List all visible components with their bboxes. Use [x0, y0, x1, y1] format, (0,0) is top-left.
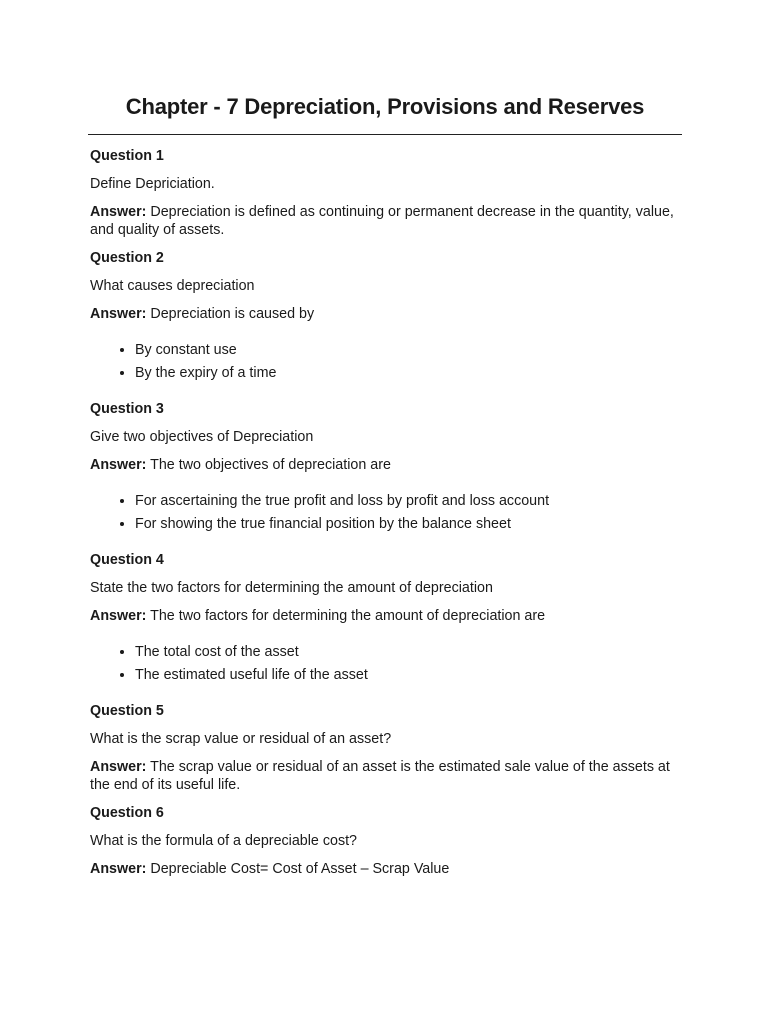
- question-text: What causes depreciation: [90, 278, 255, 294]
- question-block: [90, 147, 680, 239]
- answer-text: The two objectives of depreciation are: [150, 457, 391, 473]
- question-block: [90, 400, 680, 533]
- answer-label: Answer:: [90, 306, 147, 322]
- answer-text: Depreciation is defined as continuing or permanent decrease in the quantity, value, and quality of assets.: [90, 204, 674, 238]
- question-block: [90, 702, 680, 794]
- answer-bullet-list: [90, 341, 680, 382]
- question-block: [90, 249, 680, 382]
- page-title: Chapter - 7 Depreciation, Provisions and Reserves: [125, 94, 645, 119]
- answer-text: Depreciation is caused by: [150, 306, 315, 322]
- answer-text: The scrap value or residual of an asset is the estimated sale value of the assets at the end of its useful life.: [90, 759, 670, 793]
- question-text: State the two factors for determining the amount of depreciation: [90, 580, 493, 596]
- answer-paragraph: [90, 456, 680, 474]
- bullet-point: • For ascertaining the true profit and loss by profit and loss account: [135, 492, 680, 510]
- bullet-point: • By the expiry of a time: [135, 364, 680, 382]
- question-text: Give two objectives of Depreciation: [90, 429, 314, 445]
- answer-paragraph: [90, 607, 680, 625]
- question-label: Question 3: [90, 401, 164, 417]
- bullet-point: • The estimated useful life of the asset: [135, 666, 680, 684]
- answer-text: Depreciable Cost= Cost of Asset – Scrap Value: [150, 861, 450, 877]
- question-block: [90, 804, 680, 878]
- bullet-point: • By constant use: [135, 341, 680, 359]
- answer-label: Answer:: [90, 204, 147, 220]
- answer-label: Answer:: [90, 457, 147, 473]
- bullet-point: • The total cost of the asset: [135, 643, 680, 661]
- question-label: Question 5: [90, 703, 164, 719]
- answer-paragraph: [90, 860, 680, 878]
- question-block: [90, 551, 680, 684]
- answer-paragraph: [90, 758, 680, 794]
- answer-paragraph: [90, 203, 680, 239]
- answer-label: Answer:: [90, 861, 147, 877]
- question-list: [90, 147, 680, 878]
- bullet-point: • For showing the true financial position by the balance sheet: [135, 515, 680, 533]
- question-text: Define Depriciation.: [90, 176, 215, 192]
- answer-paragraph: [90, 305, 680, 323]
- answer-label: Answer:: [90, 608, 147, 624]
- question-label: Question 6: [90, 805, 164, 821]
- title-divider: [88, 134, 682, 135]
- answer-label: Answer:: [90, 759, 147, 775]
- question-label: Question 4: [90, 552, 164, 568]
- question-text: What is the formula of a depreciable cost?: [90, 833, 358, 849]
- answer-bullet-list: [90, 643, 680, 684]
- answer-bullet-list: [90, 492, 680, 533]
- question-label: Question 2: [90, 250, 164, 266]
- question-text: What is the scrap value or residual of an asset?: [90, 731, 392, 747]
- answer-text: The two factors for determining the amount of depreciation are: [150, 608, 546, 624]
- question-label: Question 1: [90, 148, 164, 164]
